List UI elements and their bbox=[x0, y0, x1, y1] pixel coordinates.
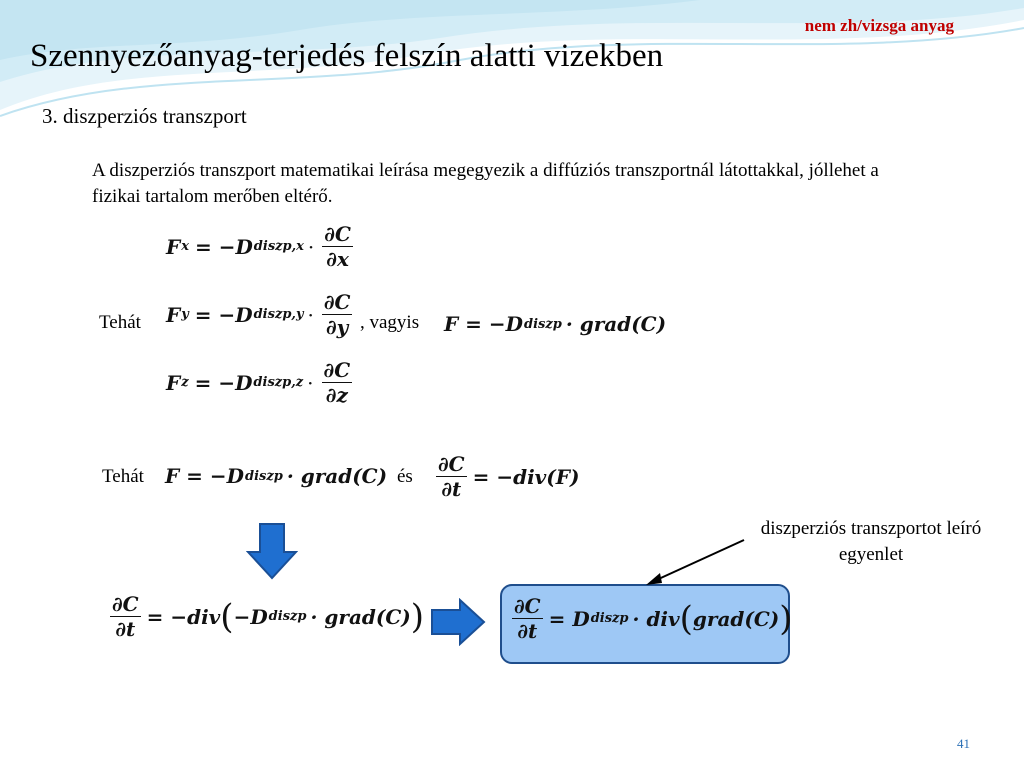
eq-term: · grad(C) bbox=[286, 464, 388, 488]
eq-den: ∂t bbox=[517, 619, 538, 643]
eq-term: F = −D bbox=[165, 464, 244, 488]
eq-sub: diszp,x bbox=[253, 239, 304, 254]
eq-term: F = −D bbox=[444, 312, 523, 336]
eq-sub: diszp bbox=[590, 611, 629, 626]
label-vagyis: , vagyis bbox=[360, 312, 420, 333]
eq-term: · div bbox=[632, 606, 680, 631]
eq-sub: diszp bbox=[244, 468, 283, 484]
eq-fraction bbox=[436, 452, 467, 501]
eq-term: = −div(F) bbox=[472, 464, 580, 489]
eq-term: = −D bbox=[194, 302, 253, 327]
eq-fraction bbox=[512, 594, 543, 643]
right-arrow-icon bbox=[430, 598, 486, 646]
eq-fraction bbox=[322, 358, 353, 407]
eq-sub: y bbox=[181, 307, 189, 322]
eq-den: ∂x bbox=[326, 247, 349, 271]
eq-num: ∂C bbox=[324, 222, 351, 246]
equation-vector-form bbox=[444, 312, 666, 336]
eq-num: ∂C bbox=[323, 290, 351, 314]
eq-term: = D bbox=[548, 606, 590, 631]
eq-den: ∂z bbox=[325, 383, 348, 407]
eq-fraction bbox=[322, 290, 353, 339]
eq-term: = −div bbox=[146, 604, 221, 629]
pointer-arrow-icon bbox=[640, 536, 750, 590]
label-tehat-1: Tehát bbox=[99, 312, 141, 333]
label-tehat-2: Tehát bbox=[102, 466, 144, 487]
eq-num: ∂C bbox=[514, 594, 541, 618]
slide-title: Szennyezőanyag-terjedés felszín alatti vizekben bbox=[30, 38, 664, 74]
intro-paragraph: A diszperziós transzport matematikai leírása megegyezik a diffúziós transzportnál látottakkal, jóllehet a fizikai tartalom merőben eltérő. bbox=[92, 160, 879, 207]
exam-note-tag: nem zh/vizsga anyag bbox=[804, 16, 954, 35]
eq-num: ∂C bbox=[112, 592, 139, 616]
equation-fx: F x = −D diszp,x · $\frac{\partial C}{\partial x}$ bbox=[166, 222, 351, 271]
label-es: és bbox=[397, 466, 413, 487]
eq-sub: diszp,y bbox=[253, 307, 304, 322]
eq-sub: x bbox=[181, 239, 189, 254]
eq-sub: z bbox=[181, 375, 189, 390]
eq-fraction bbox=[322, 222, 353, 271]
eq-num: ∂C bbox=[438, 452, 465, 476]
eq-term: F bbox=[166, 234, 181, 259]
page-number: 41 bbox=[957, 736, 970, 751]
eq-den: ∂y bbox=[326, 315, 349, 339]
eq-sub: diszp bbox=[523, 316, 562, 332]
eq-term: F bbox=[166, 302, 181, 327]
equation-flux bbox=[165, 464, 387, 488]
section-subtitle: 3. diszperziós transzport bbox=[42, 104, 247, 128]
eq-term: · grad(C) bbox=[565, 312, 667, 336]
equation-combined: $\frac{\partial C}{\partial t}$ = −div ( −D diszp · grad(C) ) bbox=[112, 592, 424, 641]
annotation-note: diszperziós transzportot leíró egyenlet bbox=[760, 518, 982, 565]
equation-continuity bbox=[432, 452, 579, 501]
equation-fz: F z = −D diszp,z · $\frac{\partial C}{\partial z}$ bbox=[166, 358, 351, 407]
eq-term: −D bbox=[233, 604, 268, 629]
eq-term: grad(C) bbox=[692, 606, 780, 631]
eq-term: · grad(C) bbox=[310, 604, 411, 629]
eq-term: = −D bbox=[194, 370, 253, 395]
down-arrow-icon bbox=[246, 522, 298, 580]
eq-num: ∂C bbox=[323, 358, 351, 382]
eq-term: = −D bbox=[194, 234, 253, 259]
eq-den: ∂t bbox=[441, 477, 462, 501]
eq-sub: diszp bbox=[268, 609, 307, 624]
equation-fy: F y = −D diszp,y · $\frac{\partial C}{\partial y}$ bbox=[166, 290, 351, 339]
eq-sub: diszp,z bbox=[253, 375, 304, 390]
equation-final: $\frac{\partial C}{\partial t}$ = D diszp · div ( grad(C) ) bbox=[514, 594, 793, 643]
eq-den: ∂t bbox=[115, 617, 136, 641]
eq-term: F bbox=[166, 370, 181, 395]
eq-fraction bbox=[110, 592, 141, 641]
